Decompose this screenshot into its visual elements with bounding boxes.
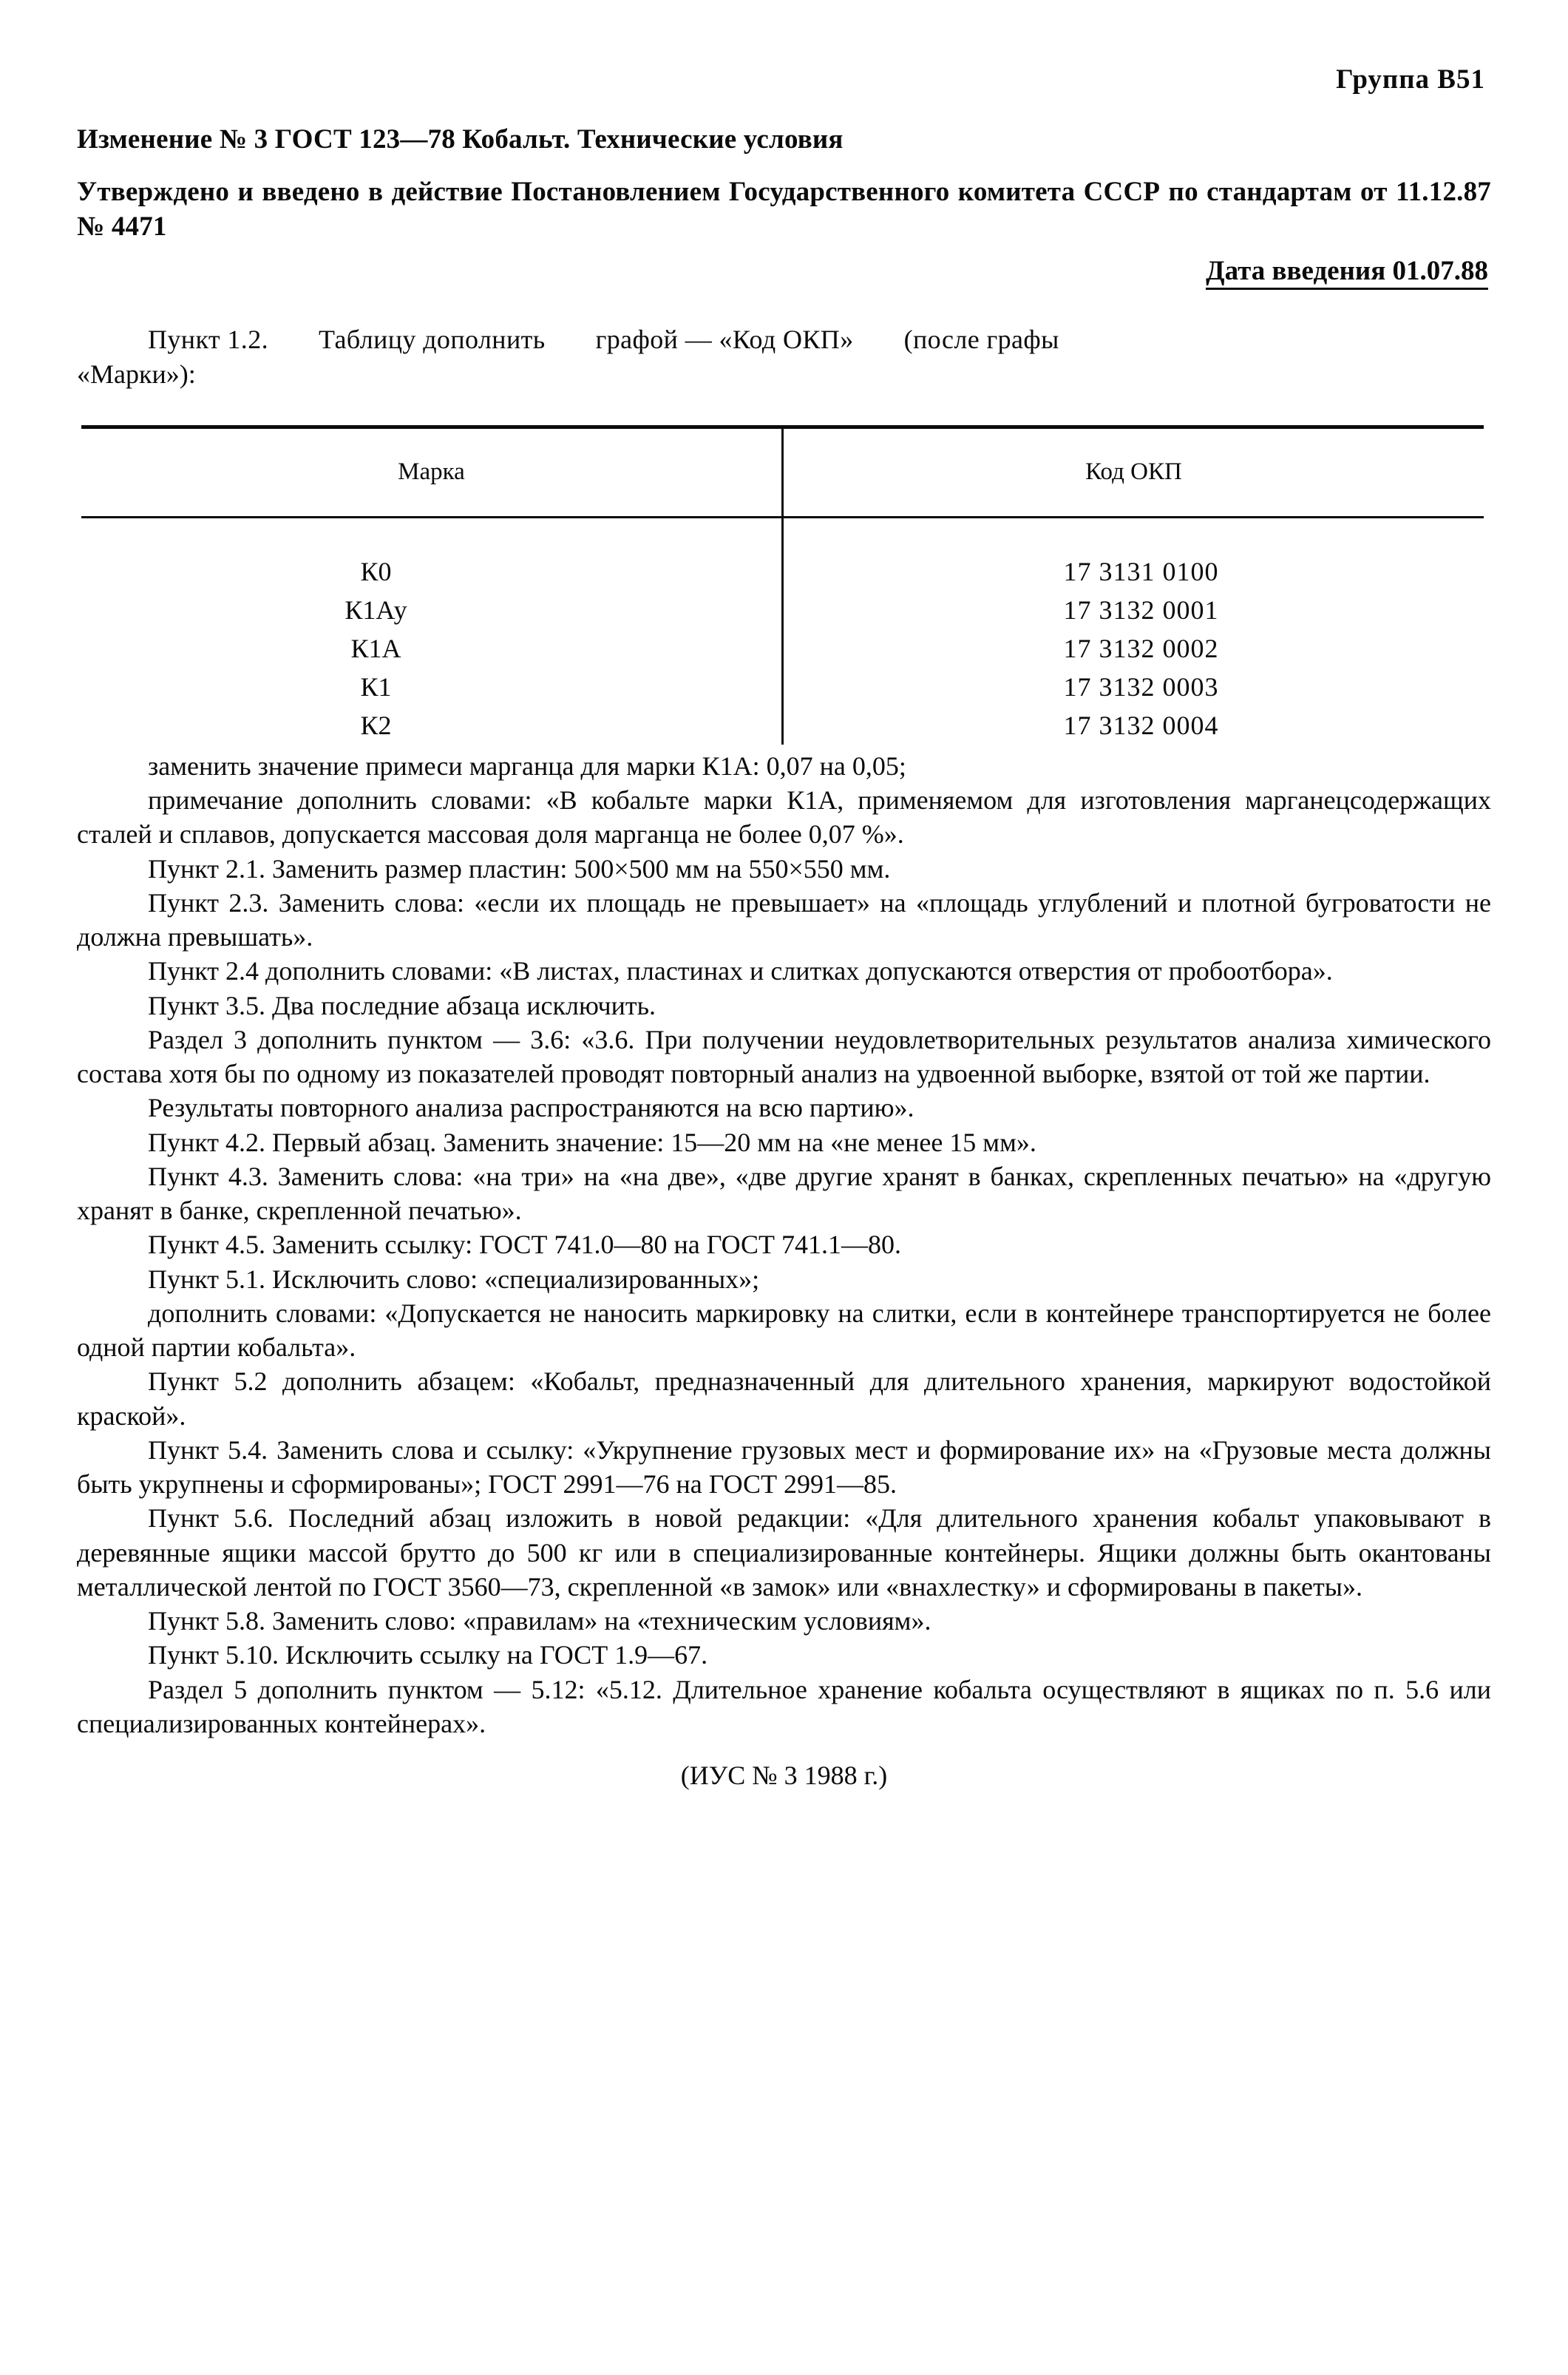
amendment-paragraph: Пункт 4.5. Заменить ссылку: ГОСТ 741.0—80 на ГОСТ 741.1—80.: [148, 1230, 902, 1260]
page-title: Изменение № 3 ГОСТ 123—78 Кобальт. Технические условия: [77, 124, 844, 155]
table-header-row: [81, 429, 1484, 516]
cell-mark: К1Ау: [345, 594, 407, 625]
cell-code: 17 3132 0004: [783, 706, 1484, 745]
effective-date: [77, 255, 1491, 287]
amendment-paragraph: Пункт 2.1. Заменить размер пластин: 500×500 мм на 550×550 мм.: [148, 853, 891, 884]
cell-code: 17 3132 0002: [783, 629, 1484, 668]
page-footer: (ИУС № 3 1988 г.): [680, 1761, 888, 1790]
amendment-paragraph: Раздел 5 дополнить пунктом — 5.12: «5.12. Длительное хранение кобальта осуществляют в ящиках по п. 5.6 или специализированных контейнерах».: [77, 1674, 1491, 1738]
table-header-mark: Марка: [398, 458, 465, 486]
amendment-paragraph: Раздел 3 дополнить пунктом — 3.6: «3.6. При получении неудовлетворительных результатов анализа химического состава хотя бы по одному из показателей проводят повторный анализ на удвоенной выборке, взятой от той же партии.: [77, 1024, 1491, 1088]
amendment-paragraph: Пункт 5.6. Последний абзац изложить в новой редакции: «Для длительного хранения кобальт упаковывают в деревянные ящики массой брутто до 500 кг или в специализированные контейнеры. Ящики должны быть окантованы металлической лентой по ГОСТ 3560—73, скрепленной «в замок» или «внахлестку» и сформированы в пакеты».: [77, 1503, 1491, 1602]
effective-date-text: Дата введения 01.07.88: [1206, 256, 1488, 290]
approval-statement: Утверждено и введено в действие Постановлением Государственного комитета СССР по стандартам от 11.12.87 № 4471: [77, 177, 1491, 243]
intro-text-a: Таблицу дополнить: [319, 324, 546, 354]
cell-mark: К2: [360, 710, 392, 740]
table-row: [81, 706, 1484, 745]
amendment-paragraph: Результаты повторного анализа распространяются на всю партию».: [148, 1093, 914, 1123]
cell-code: 17 3131 0100: [783, 552, 1484, 591]
amendment-paragraph: Пункт 4.3. Заменить слова: «на три» на «на две», «две другие хранят в банках, скрепленных печатью» на «другую хранят в банке, скрепленной печатью».: [77, 1161, 1491, 1225]
intro-text-b: графой — «Код ОКП»: [595, 324, 854, 354]
amendment-paragraph: примечание дополнить словами: «В кобальте марки К1А, применяемом для изготовления марганецсодержащих сталей и сплавов, допускается массовая доля марганца не более 0,07 %».: [77, 785, 1491, 850]
cell-code: 17 3132 0003: [783, 668, 1484, 706]
amendment-paragraph: Пункт 5.2 дополнить абзацем: «Кобальт, предназначенный для длительного хранения, маркируют водостойкой краской».: [77, 1366, 1491, 1431]
cell-code: 17 3132 0001: [783, 591, 1484, 629]
amendment-paragraph: Пункт 2.4 дополнить словами: «В листах, пластинах и слитках допускаются отверстия от пробоотбора».: [148, 956, 1333, 986]
cell-mark: К1А: [350, 633, 401, 663]
amendment-paragraph: Пункт 5.4. Заменить слова и ссылку: «Укрупнение грузовых мест и формирование их» на «Грузовые места должны быть укрупнены и сформированы»; ГОСТ 2991—76 на ГОСТ 2991—85.: [77, 1434, 1491, 1499]
table-row: [81, 668, 1484, 706]
group-code: Группа В51: [1336, 64, 1485, 95]
table-row: [81, 552, 1484, 591]
intro-item-number: Пункт 1.2.: [148, 324, 269, 354]
amendment-paragraph: Пункт 3.5. Два последние абзаца исключить.: [148, 990, 656, 1020]
table-header-code: Код ОКП: [783, 429, 1484, 516]
okp-table: [81, 425, 1484, 745]
intro-text-d: «Марки»):: [77, 359, 196, 390]
amendment-paragraph: Пункт 4.2. Первый абзац. Заменить значение: 15—20 мм на «не менее 15 мм».: [148, 1127, 1036, 1157]
amendment-paragraph: заменить значение примеси марганца для марки К1А: 0,07 на 0,05;: [148, 751, 906, 781]
amendment-paragraph: Пункт 5.10. Исключить ссылку на ГОСТ 1.9—67.: [148, 1640, 708, 1670]
cell-mark: К0: [360, 556, 392, 586]
cell-mark: К1: [360, 671, 392, 702]
table-row: [81, 591, 1484, 629]
intro-text-c: (после графы: [903, 324, 1059, 354]
amendments-body: [77, 749, 1491, 1741]
intro-paragraph: [77, 322, 1491, 393]
amendment-paragraph: дополнить словами: «Допускается не наносить маркировку на слитки, если в контейнере транспортируется не более одной партии кобальта».: [77, 1298, 1491, 1362]
amendment-paragraph: Пункт 5.1. Исключить слово: «специализированных»;: [148, 1264, 760, 1294]
amendment-paragraph: Пункт 2.3. Заменить слова: «если их площадь не превышает» на «площадь углублений и плотной бугроватости не должна превышать».: [77, 887, 1491, 952]
amendment-paragraph: Пункт 5.8. Заменить слово: «правилам» на «техническим условиям».: [148, 1606, 931, 1636]
table-row: [81, 629, 1484, 668]
